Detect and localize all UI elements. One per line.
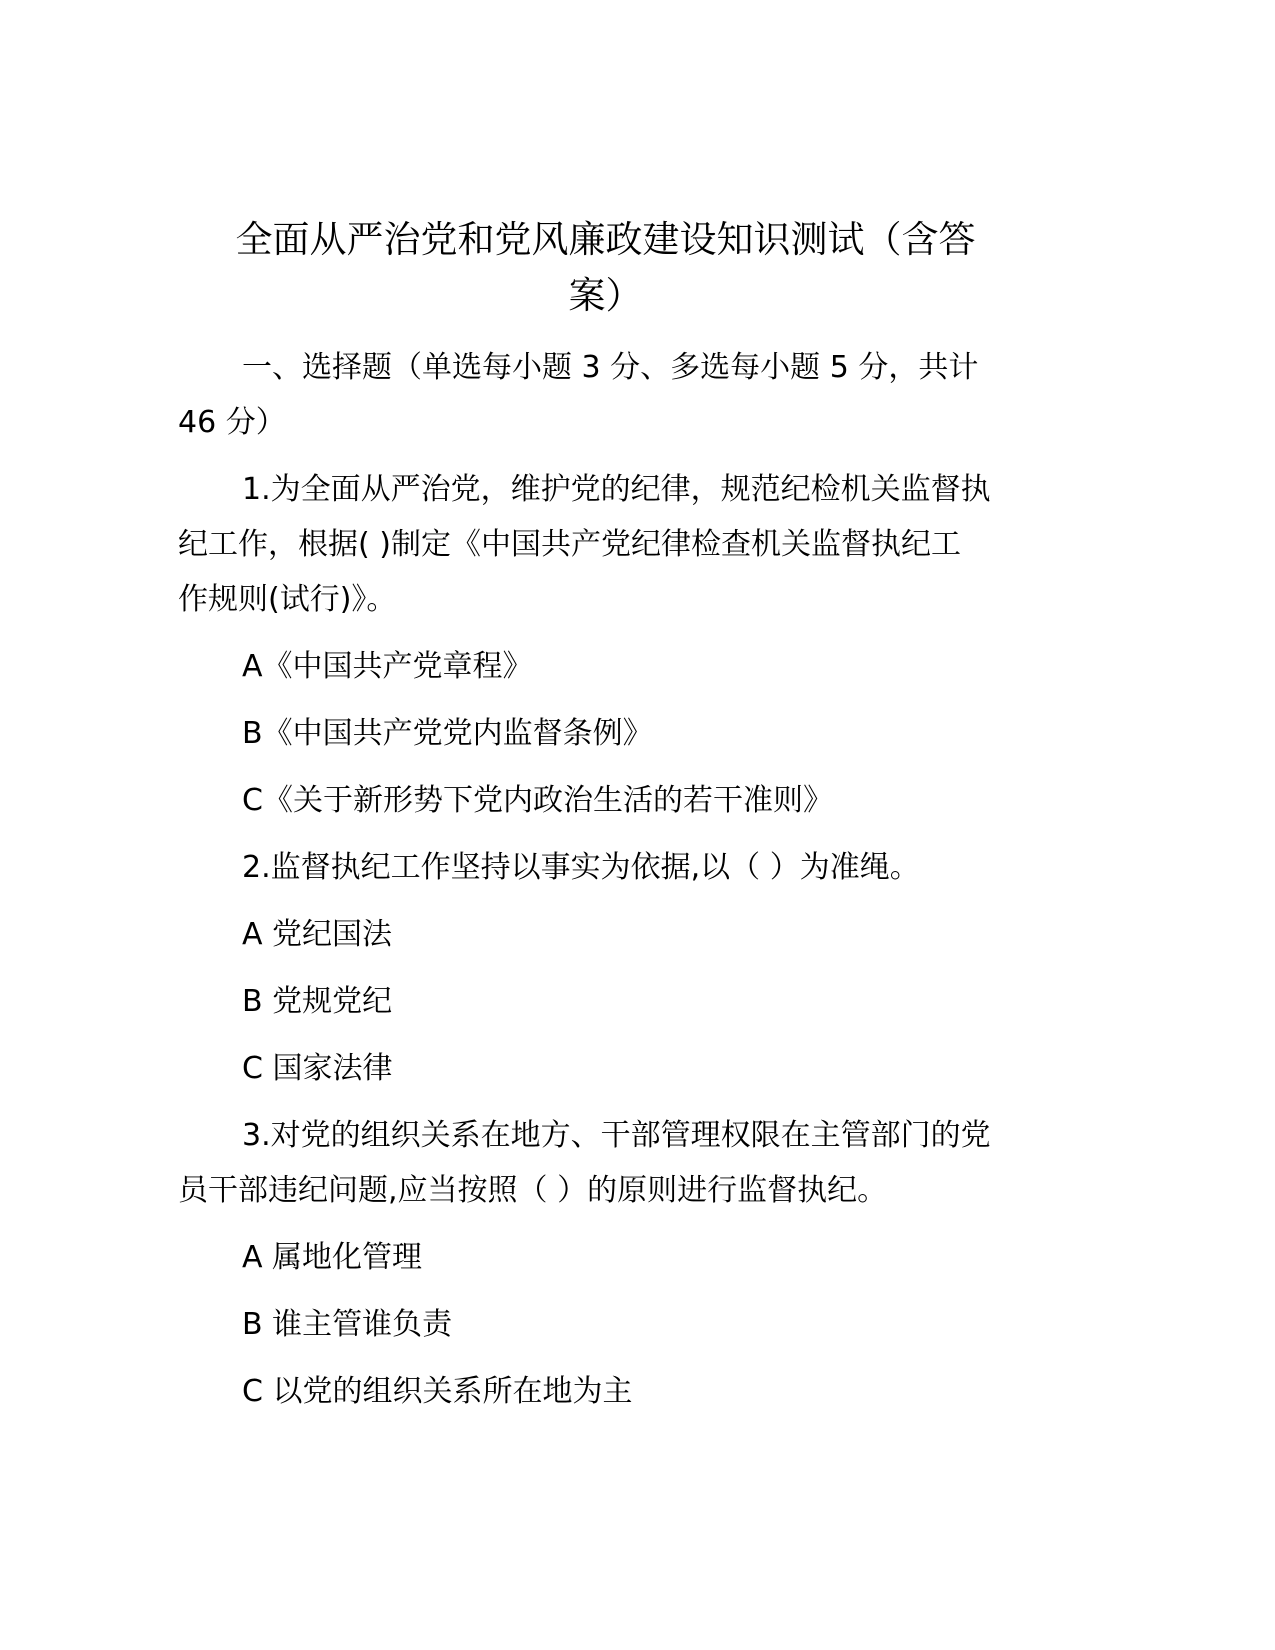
stem-line: 1.为全面从严治党，维护党的纪律，规范纪检机关监督执 xyxy=(242,472,991,507)
question-1-option-a: A《中国共产党章程》 xyxy=(242,649,533,684)
question-2-option-c: C 国家法律 xyxy=(242,1051,393,1086)
stem-line: 员干部违纪问题,应当按照（ ）的原则进行监督执纪。 xyxy=(178,1173,888,1208)
section-line: 46 分） xyxy=(178,405,286,440)
question-1-option-b: B《中国共产党党内监督条例》 xyxy=(242,716,653,751)
question-3-stem xyxy=(178,1108,1058,1218)
section-heading xyxy=(178,340,1058,450)
question-1-option-c: C《关于新形势下党内政治生活的若干准则》 xyxy=(242,783,833,818)
question-2-option-a: A 党纪国法 xyxy=(242,917,393,952)
question-3-option-b: B 谁主管谁负责 xyxy=(242,1307,453,1342)
title-line: 全面从严治党和党风廉政建设知识测试（含答 xyxy=(235,218,976,261)
stem-line: 作规则(试行)》。 xyxy=(178,582,397,617)
question-3-option-a: A 属地化管理 xyxy=(242,1240,423,1275)
document-body xyxy=(178,340,1058,1431)
question-2-option-b: B 党规党纪 xyxy=(242,984,393,1019)
question-3-option-c: C 以党的组织关系所在地为主 xyxy=(242,1374,633,1409)
stem-line: 3.对党的组织关系在地方、干部管理权限在主管部门的党 xyxy=(242,1118,991,1153)
document-title xyxy=(178,212,1033,324)
title-line: 案） xyxy=(568,274,643,317)
stem-line: 纪工作，根据( )制定《中国共产党纪律检查机关监督执纪工 xyxy=(178,527,961,562)
question-1-stem xyxy=(178,462,1058,627)
section-line: 一、选择题（单选每小题 3 分、多选每小题 5 分，共计 xyxy=(242,350,979,385)
question-2-stem: 2.监督执纪工作坚持以事实为依据,以（ ）为准绳。 xyxy=(242,850,920,885)
